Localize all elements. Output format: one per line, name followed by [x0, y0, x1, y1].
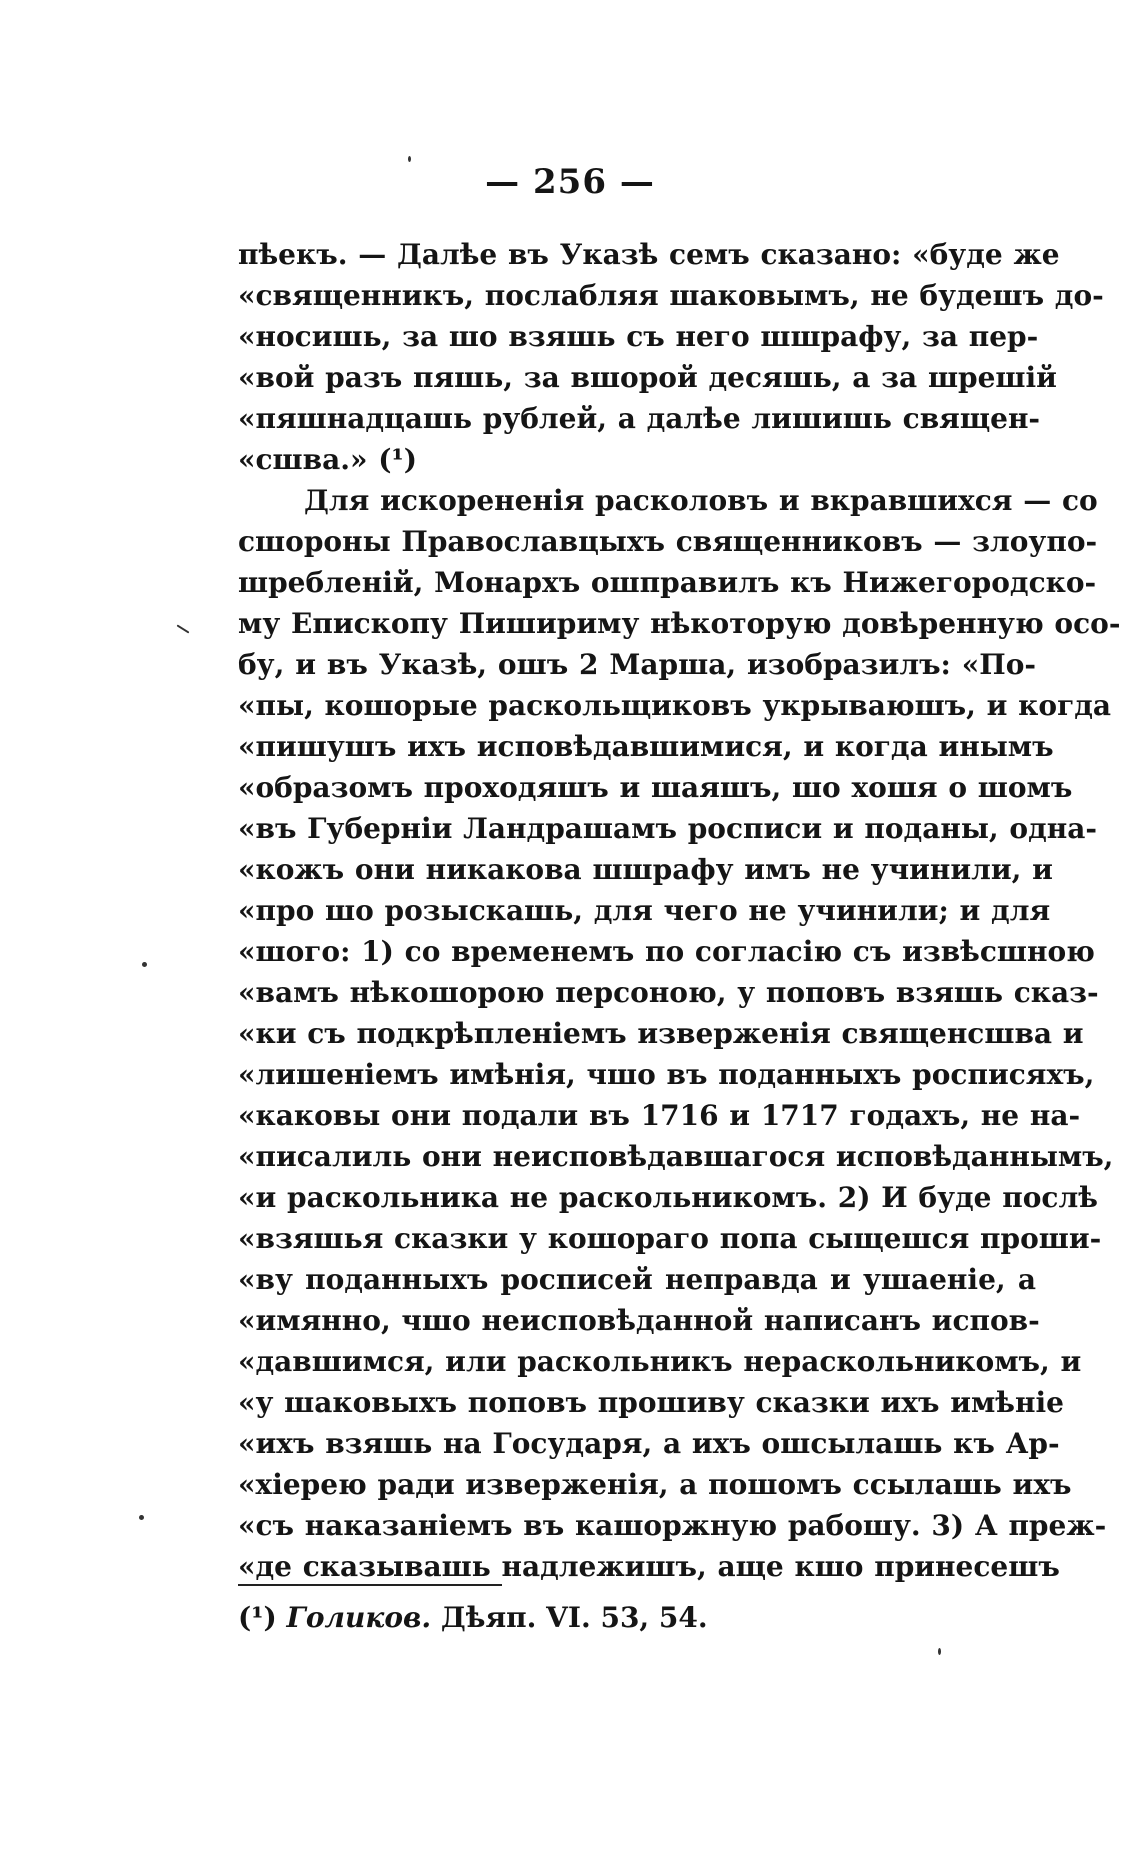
text-line: «носишь, за шо взяшь съ него шшрафу, за пер-	[238, 320, 1039, 353]
text-line: «каковы они подали въ 1716 и 1717 годахъ, не на-	[238, 1099, 1081, 1132]
footnote-marker: (¹)	[238, 1601, 277, 1634]
text-line: «священникъ, послабляя шаковымъ, не будешъ до-	[238, 279, 1104, 312]
text-line: «де сказывашь надлежишъ, аще кшо принесешъ	[238, 1550, 1060, 1583]
footnote-divider	[238, 1584, 502, 1586]
text-line: «давшимся, или раскольникъ нераскольникомъ, и	[238, 1345, 1082, 1378]
text-line: «взяшья сказки у кошораго попа сыщешся проши-	[238, 1222, 1102, 1255]
text-line: «сшва.» (¹)	[238, 443, 417, 476]
text-line: «ихъ взяшь на Государя, а ихъ ошсылашь къ Ар-	[238, 1427, 1060, 1460]
text-line: «пяшнадцашь рублей, а далѣе лишишь священ-	[238, 402, 1041, 435]
text-line: сшороны Православцыхъ священниковъ — злоупо-	[238, 525, 1098, 558]
text-line: «образомъ проходяшъ и шаяшъ, шо хошя о шомъ	[238, 771, 1073, 804]
text-line: «ву поданныхъ росписей неправда и ушаеніе, а	[238, 1263, 1036, 1296]
text-line: «вой разъ пяшь, за вшорой десяшь, а за шрешій	[238, 361, 1057, 394]
text-line: «хіерею ради изверженія, а пошомъ ссылашь ихъ	[238, 1468, 1072, 1501]
scan-speck	[139, 1515, 144, 1520]
text-line: «у шаковыхъ поповъ прошиву сказки ихъ имѣніе	[238, 1386, 1064, 1419]
text-line: «ки съ подкрѣпленіемъ изверженія священсшва и	[238, 1017, 1084, 1050]
body-text	[238, 234, 1121, 1587]
text-line: бу, и въ Указѣ, ошъ 2 Маршa, изобразилъ: «По-	[238, 648, 1036, 681]
scan-speck	[408, 156, 411, 162]
text-line: шребленій, Монархъ ошправилъ къ Нижегородско-	[238, 566, 1097, 599]
footnote-reference: Дѣяп. VI. 53, 54.	[440, 1601, 708, 1634]
text-line: «шого: 1) со временемъ по согласію съ извѣсшною	[238, 935, 1095, 968]
text-line: пѣекъ. — Далѣе въ Указѣ семъ сказано: «буде же	[238, 238, 1060, 271]
text-line: «пишушъ ихъ исповѣдавшимися, и когда инымъ	[238, 730, 1054, 763]
text-line: «съ наказаніемъ въ кашоржную рабошу. 3) А преж-	[238, 1509, 1107, 1542]
text-line: «вамъ нѣкошорою персоною, у поповъ взяшь сказ-	[238, 976, 1099, 1009]
scan-speck	[142, 962, 147, 967]
text-line: «и раскольника не раскольникомъ. 2) И буде послѣ	[238, 1181, 1098, 1214]
text-line: «кожъ они никакова шшрафу имъ не учинили, и	[238, 853, 1053, 886]
text-line: «имянно, чшо неисповѣданной написанъ испов-	[238, 1304, 1040, 1337]
text-line: «лишеніемъ имѣнія, чшо въ поданныхъ росписяхъ,	[238, 1058, 1095, 1091]
scan-speck	[177, 624, 190, 633]
paragraph-first-line: Для искорененія расколовъ и вкравшихся — со	[304, 484, 1098, 517]
footnote	[238, 1598, 708, 1638]
text-line: «писалиль они неисповѣдавшагося исповѣданнымъ,	[238, 1140, 1114, 1173]
text-line: «въ Губерніи Ландрашамъ росписи и поданы, одна-	[238, 812, 1097, 845]
text-line: «про шо розыскашь, для чего не учинили; и для	[238, 894, 1051, 927]
text-line: му Епископу Пишириму нѣкоторую довѣренную осо-	[238, 607, 1121, 640]
page-number: — 256 —	[485, 162, 655, 202]
footnote-author: Голиков.	[286, 1601, 432, 1634]
text-line: «пы, кошорые раскольщиковъ укрываюшъ, и когда	[238, 689, 1112, 722]
scan-speck	[938, 1648, 941, 1655]
